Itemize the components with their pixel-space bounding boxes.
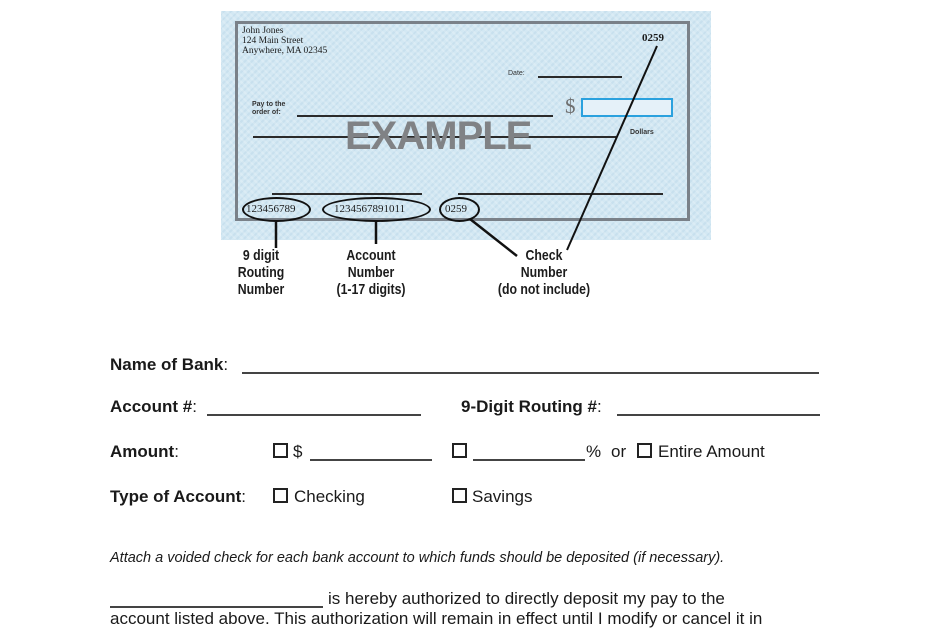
owner-name: John Jones <box>242 26 284 36</box>
check-number-callout: Check Number (do not include) <box>497 247 591 298</box>
savings-label: Savings <box>472 487 533 506</box>
authorization-paragraph <box>110 589 762 629</box>
account-callout: Account Number (1-17 digits) <box>336 247 406 298</box>
savings-checkbox[interactable] <box>452 488 467 503</box>
routing-number-field[interactable] <box>617 414 820 416</box>
amount-percent-field[interactable] <box>473 459 585 461</box>
or-text: or <box>611 442 627 461</box>
micr-check-number: 0259 <box>445 203 467 215</box>
pay-to-label: Pay to the order of: <box>252 101 286 116</box>
entire-amount-checkbox[interactable] <box>637 443 652 458</box>
amount-dollar-field[interactable] <box>310 459 432 461</box>
account-type-label: Type of Account: <box>110 487 247 506</box>
bank-name-label: Name of Bank: <box>110 355 229 374</box>
routing-callout: 9 digit Routing Number <box>237 247 285 298</box>
entire-amount-label: Entire Amount <box>658 442 765 461</box>
owner-street: 124 Main Street <box>242 36 304 46</box>
checking-label: Checking <box>294 487 365 506</box>
dollars-label: Dollars <box>630 129 654 136</box>
amount-percent-checkbox[interactable] <box>452 443 467 458</box>
dollar-sign: $ <box>565 94 576 118</box>
micr-account: 1234567891011 <box>334 203 406 215</box>
date-label: Date: <box>508 70 525 77</box>
amount-label: Amount: <box>110 442 179 461</box>
account-number-label: Account #: <box>110 397 197 416</box>
example-watermark: EXAMPLE <box>345 114 532 158</box>
micr-routing: 123456789 <box>246 203 296 215</box>
percent-symbol: % <box>586 442 602 461</box>
routing-number-label: 9-Digit Routing #: <box>461 397 602 416</box>
amount-dollar-checkbox[interactable] <box>273 443 288 458</box>
voided-check-note: Attach a voided check for each bank account to which funds should be deposited (if necessary). <box>110 550 725 566</box>
bank-name-field[interactable] <box>242 372 819 374</box>
checking-checkbox[interactable] <box>273 488 288 503</box>
owner-city: Anywhere, MA 02345 <box>242 46 328 56</box>
check-number-top: 0259 <box>642 32 664 44</box>
authorization-line-2: account listed above. This authorization will remain in effect until I modify or cancel it in <box>110 609 763 628</box>
dollar-symbol: $ <box>293 442 303 461</box>
account-number-field[interactable] <box>207 414 421 416</box>
authorization-line-1: is hereby authorized to directly deposit my pay to the <box>328 589 725 608</box>
